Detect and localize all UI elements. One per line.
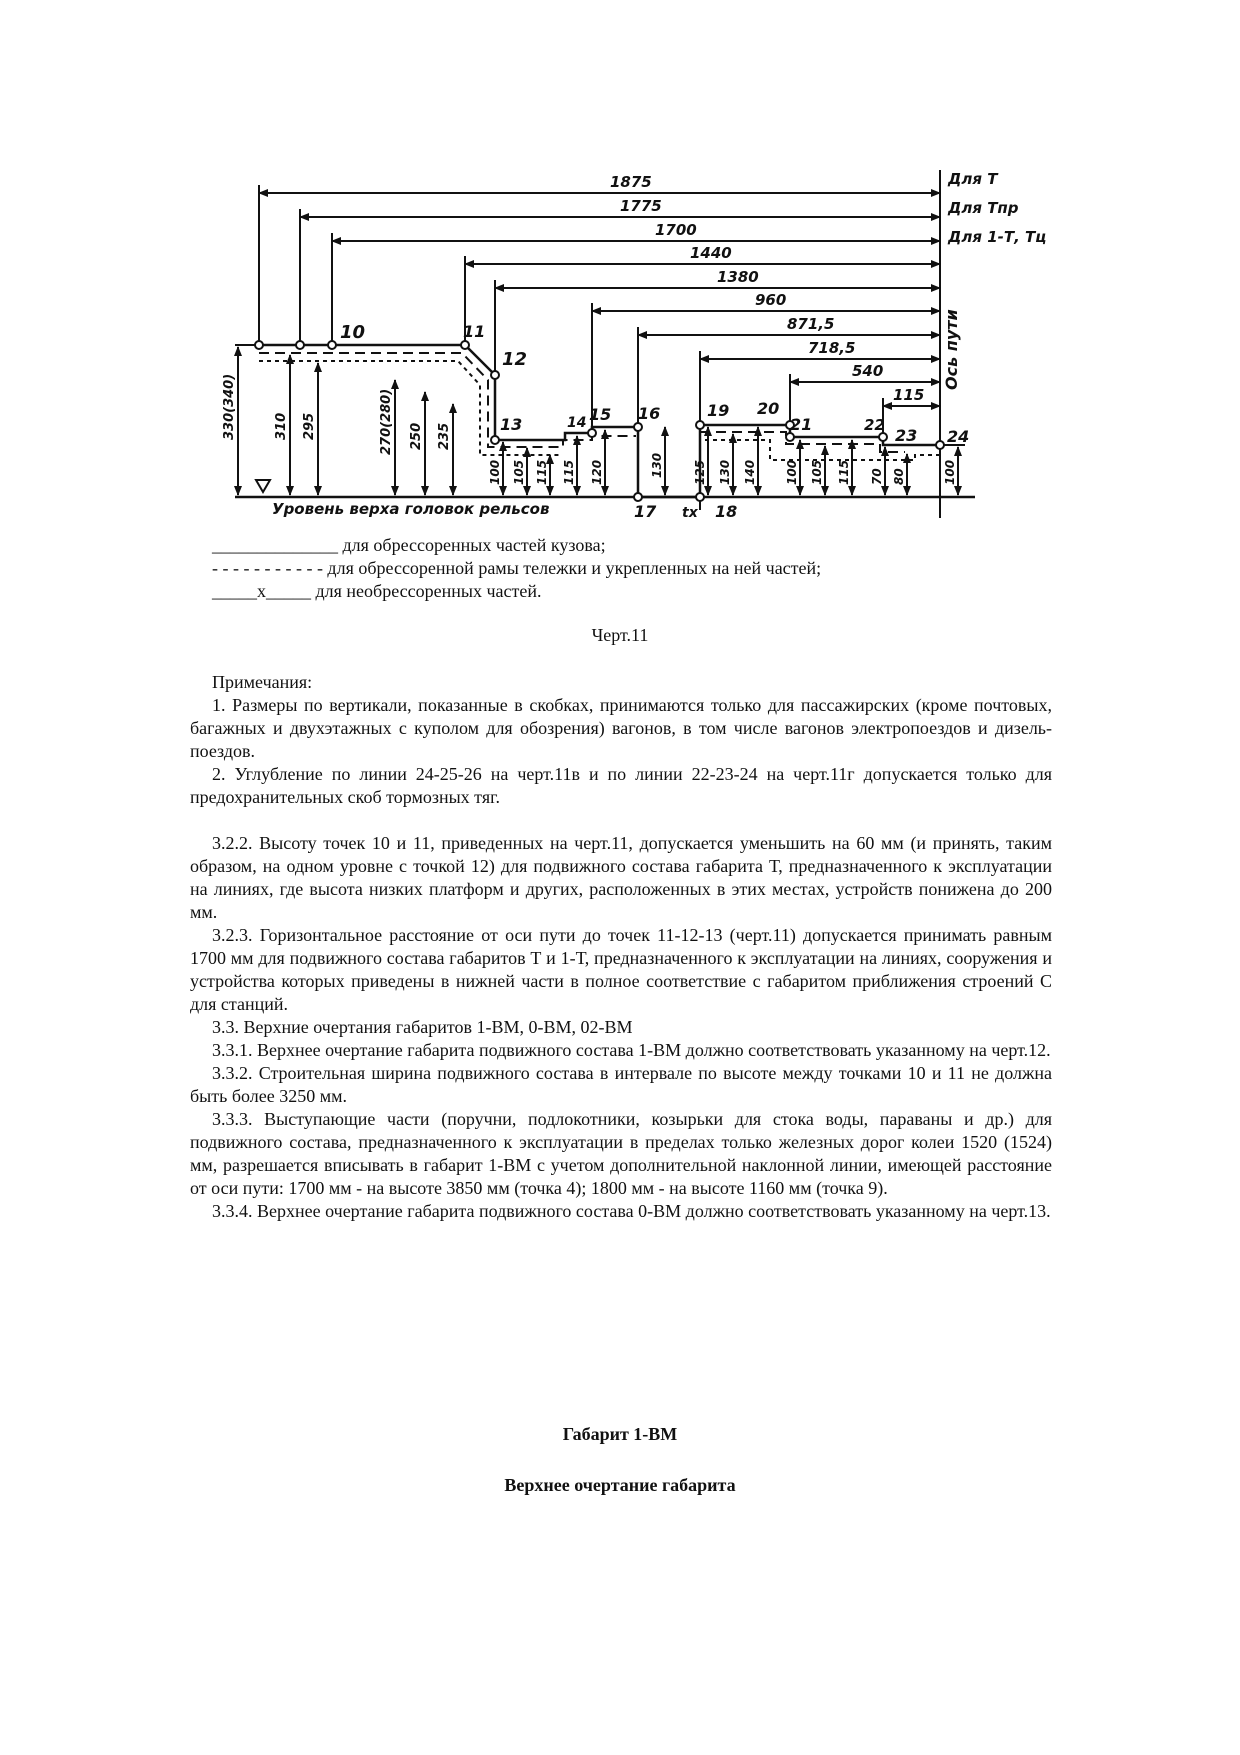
- point-marker: [879, 433, 887, 441]
- point-marker: [461, 341, 469, 349]
- dim-label: 115: [893, 386, 925, 404]
- vdim-label: 270(280): [379, 388, 394, 455]
- vdim-label: 100: [943, 459, 957, 485]
- point-label: 17: [634, 502, 657, 521]
- legend-line-solid: ______________ для обрессоренных частей кузова;: [212, 535, 606, 555]
- point-marker: [491, 371, 499, 379]
- vdim-label: 115: [562, 459, 576, 485]
- vdim-label: 100: [488, 459, 502, 485]
- legend-line-dashed: - - - - - - - - - - - для обрессоренной рамы тележки и укрепленных на ней частей;: [212, 558, 822, 578]
- vdim-label: 70: [870, 468, 884, 485]
- vdim-label: 330(340): [222, 373, 237, 440]
- vdim-label: 130: [650, 452, 664, 478]
- paragraph-3-3-1: 3.3.1. Верхнее очертание габарита подвижного состава 1-ВМ должно соответствовать указанному на черт.12.: [212, 1040, 1051, 1060]
- vdim-label: 105: [512, 459, 526, 485]
- paragraph-3-3-2: 3.3.2. Строительная ширина подвижного состава в интервале по высоте между точками 10 и 11 не должна быть более 3250 мм.: [190, 1063, 1052, 1106]
- section-subheading: Верхнее очертание габарита: [504, 1475, 736, 1495]
- point-marker: [696, 421, 704, 429]
- point-marker: [255, 341, 263, 349]
- point-label: 11: [463, 322, 486, 341]
- paragraph-3-3-3: 3.3.3. Выступающие части (поручни, подлокотники, козырьки для стока воды, параваны и др.) для подвижного состава, предназначенного к эксплуатации в пределах только железных дорог колеи 1520 (1524) мм, разрешается вписывать в габарит 1-ВМ с учетом дополнительной наклонной линии, имеющей расстояние от оси пути: 1700 мм - на высоте 3850 мм (точка 4); 1800 мм - на высоте 1160 мм (точка 9).: [190, 1109, 1052, 1198]
- paragraph-3-2-3: 3.2.3. Горизонтальное расстояние от оси пути до точек 11-12-13 (черт.11) допускается принимать равным 1700 мм для подвижного состава габаритов Т и 1-Т, предназначенного к эксплуатации на линиях, сооружения и устройства которых приведены в нижней части в полное соответствие с габаритом приближения строений С для станций.: [190, 925, 1052, 1014]
- point-label: 19: [707, 401, 730, 420]
- point-marker: [491, 436, 499, 444]
- point-label: 14: [567, 415, 587, 431]
- figure-caption: Черт.11: [591, 625, 649, 645]
- level-triangle-icon: [256, 480, 270, 492]
- point-marker: [634, 423, 642, 431]
- point-label: 18: [715, 502, 738, 521]
- paragraph-3-3: 3.3. Верхние очертания габаритов 1-ВМ, 0-ВМ, 02-ВМ: [212, 1017, 633, 1037]
- dim-label: 718,5: [808, 339, 856, 357]
- point-label: 21: [790, 415, 813, 434]
- point-marker: [936, 441, 944, 449]
- gauge-for-label: Для Тпр: [948, 199, 1019, 217]
- vdim-label: 235: [437, 422, 452, 450]
- paragraph-3-2-2: 3.2.2. Высоту точек 10 и 11, приведенных на черт.11, допускается уменьшить на 60 мм (и принять, таким образом, на одном уровне с точкой 12) для подвижного состава габарита Т, предназначенного к эксплуатации на линиях, где высота низких платформ и других, расположенных в этих местах, устройств понижена до 200 мм.: [190, 833, 1052, 922]
- paragraph-3-3-4: 3.3.4. Верхнее очертание габарита подвижного состава 0-ВМ должно соответствовать указанному на черт.13.: [212, 1201, 1051, 1221]
- vdim-label: 120: [590, 459, 604, 485]
- gauge-diagram-svg: [0, 0, 1240, 530]
- dim-label: 1775: [620, 197, 662, 215]
- dim-label: 1380: [717, 268, 759, 286]
- vdim-label: 130: [718, 459, 732, 485]
- vdim-label: 250: [409, 422, 424, 450]
- legend-line-x: _____х_____ для необрессоренных частей.: [212, 581, 542, 601]
- dim-label: 871,5: [787, 315, 835, 333]
- point-marker: [634, 493, 642, 501]
- point-marker: [296, 341, 304, 349]
- rail-level-label: Уровень верха головок рельсов: [272, 500, 550, 518]
- point-marker: [328, 341, 336, 349]
- vdim-label: 115: [837, 459, 851, 485]
- note-1: 1. Размеры по вертикали, показанные в скобках, принимаются только для пассажирских (кроме почтовых, багажных и двухэтажных с куполом для обозрения) вагонов, в том числе вагонов электропоездов и дизель-поездов.: [190, 695, 1052, 761]
- point-label: 12: [502, 349, 528, 370]
- notes-title: Примечания:: [212, 672, 313, 692]
- section-heading: Габарит 1-ВМ: [562, 1424, 678, 1444]
- point-label: 15: [589, 405, 612, 424]
- vdim-label: 125: [693, 459, 707, 485]
- point-label: 24: [947, 427, 970, 446]
- dim-label: 960: [755, 291, 787, 309]
- axis-label: Ось пути: [942, 309, 961, 390]
- vdim-label: 105: [810, 459, 824, 485]
- gauge-drawing: [0, 0, 1240, 530]
- point-marker: [588, 429, 596, 437]
- document-body: [190, 671, 1052, 1223]
- frame-contour-line-right: [700, 432, 905, 452]
- vdim-label: 295: [302, 412, 317, 440]
- vdim-label: 115: [535, 459, 549, 485]
- point-label: 20: [757, 399, 780, 418]
- vdim-label: 140: [743, 459, 757, 485]
- point-label: 13: [500, 415, 523, 434]
- point-label: 23: [895, 426, 918, 445]
- point-marker: [696, 493, 704, 501]
- point-label: 16: [638, 404, 661, 423]
- vdim-label: 310: [274, 412, 289, 440]
- point-label: 10: [340, 322, 366, 343]
- gauge-for-label: Для Т: [948, 170, 998, 188]
- tx-label: tx: [682, 505, 698, 521]
- dim-label: 1700: [655, 221, 697, 239]
- vdim-label: 80: [892, 468, 906, 485]
- note-2: 2. Углубление по линии 24-25-26 на черт.11в и по линии 22-23-24 на черт.11г допускается только для предохранительных скоб тормозных тяг.: [190, 764, 1052, 807]
- point-label: 22: [864, 416, 885, 434]
- point-marker: [786, 433, 794, 441]
- legend: [212, 534, 821, 603]
- dim-label: 540: [852, 362, 884, 380]
- vdim-label: 100: [785, 459, 799, 485]
- dim-label: 1440: [690, 244, 732, 262]
- dim-label: 1875: [610, 173, 652, 191]
- gauge-for-label: Для 1-Т, Тц: [948, 228, 1047, 246]
